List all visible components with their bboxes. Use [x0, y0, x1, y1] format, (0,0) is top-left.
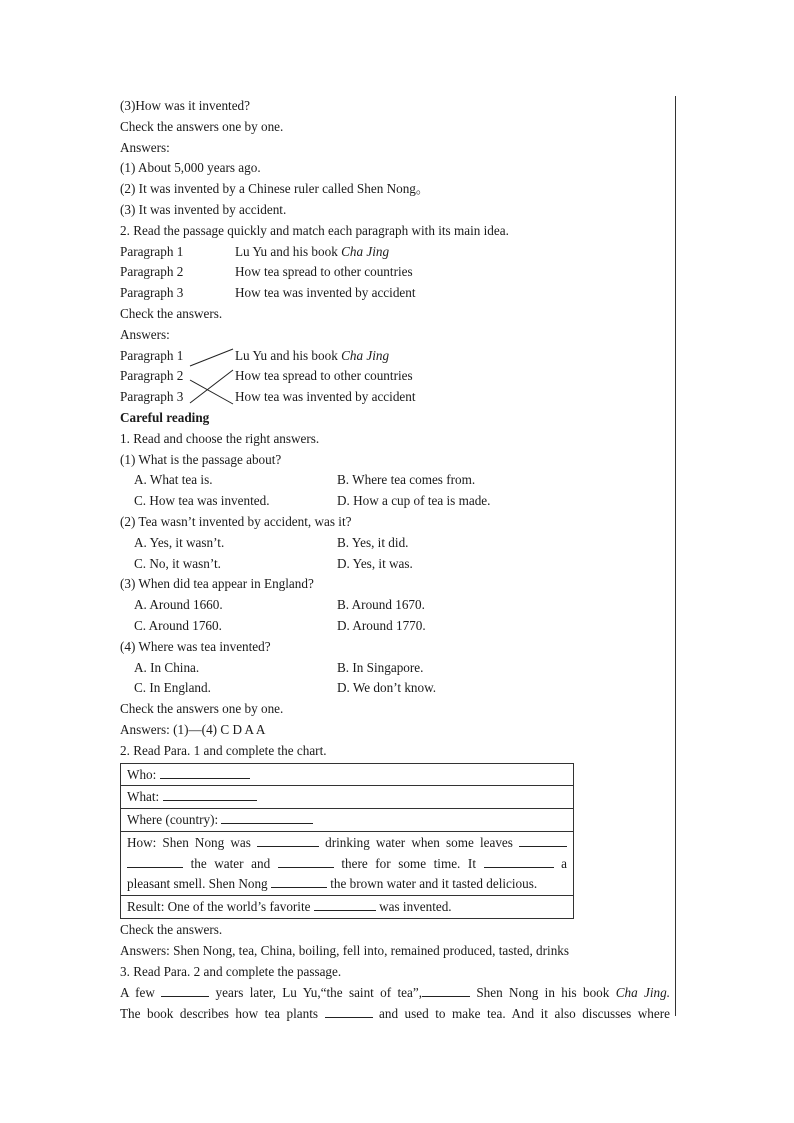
option: C. No, it wasn’t. [134, 555, 221, 571]
match-line-2 [190, 380, 233, 404]
blank-field[interactable] [160, 764, 250, 779]
option: A. What tea is. [134, 472, 213, 488]
option: A. Around 1660. [134, 597, 223, 613]
para2-instruction: 3. Read Para. 2 and complete the passage. [120, 963, 342, 979]
option-row [120, 470, 670, 491]
option: B. Yes, it did. [337, 534, 409, 550]
option: A. In China. [134, 659, 200, 675]
option: B. In Singapore. [337, 659, 424, 675]
option-row [120, 616, 670, 637]
choice-answers: Answers: (1)—(4) C D A A [120, 721, 266, 737]
match-line-3 [190, 370, 233, 403]
main-idea: Lu Yu and his book Cha Jing [235, 347, 390, 363]
blank-field[interactable] [163, 786, 257, 801]
check-one-by-one: Check the answers one by one. [120, 701, 284, 717]
paragraph-label: Paragraph 2 [120, 368, 184, 384]
option-row [120, 678, 670, 699]
check-instruction: Check the answers one by one. [120, 118, 284, 134]
main-idea: How tea was invented by accident [235, 389, 416, 405]
option-row [120, 595, 670, 616]
option-row [120, 491, 670, 512]
answer-1: (1) About 5,000 years ago. [120, 160, 261, 176]
chart-answers: Answers: Shen Nong, tea, China, boiling, fell into, remained produced, tasted, drinks [120, 942, 570, 958]
paragraph-label: Paragraph 2 [120, 264, 184, 280]
blank-field[interactable] [271, 873, 327, 888]
blank-field[interactable] [325, 1003, 373, 1018]
match-line-1 [190, 349, 233, 366]
chart-instruction: 2. Read Para. 1 and complete the chart. [120, 742, 327, 758]
page-right-border [675, 96, 676, 1016]
chart-how: How: Shen Nong was drinking water when some leaves the water and there for some time. It a pleasant smell. Shen Nong the brown water and it tasted delicious. [121, 831, 574, 895]
passage-line-2: The book describes how tea plants and used to make tea. And it also discusses where [120, 1003, 670, 1024]
option: B. Where tea comes from. [337, 472, 476, 488]
worksheet-content [120, 96, 670, 1024]
option: D. How a cup of tea is made. [337, 493, 491, 509]
careful-reading-heading: Careful reading [120, 409, 210, 425]
option: C. In England. [134, 680, 211, 696]
main-idea: How tea spread to other countries [235, 264, 413, 280]
blank-field[interactable] [314, 896, 376, 911]
main-idea: How tea spread to other countries [235, 368, 413, 384]
answers-label: Answers: [120, 139, 170, 155]
answers-label-2: Answers: [120, 326, 170, 342]
question: (1) What is the passage about? [120, 451, 282, 467]
blank-field[interactable] [161, 982, 209, 997]
blank-field[interactable] [422, 982, 470, 997]
check-answers-chart: Check the answers. [120, 922, 223, 938]
option-row [120, 533, 670, 554]
chart-what: What: [121, 786, 574, 809]
main-idea: How tea was invented by accident [235, 285, 416, 301]
paragraph-row [120, 262, 670, 283]
question: (3) When did tea appear in England? [120, 576, 314, 592]
blank-field[interactable] [221, 809, 313, 824]
matching-answer [120, 346, 670, 408]
option: C. How tea was invented. [134, 493, 270, 509]
option: C. Around 1760. [134, 617, 222, 633]
paragraph-row [120, 242, 670, 263]
matching-lines [120, 346, 240, 409]
careful-instruction: 1. Read and choose the right answers. [120, 430, 320, 446]
option-row [120, 658, 670, 679]
option: D. We don’t know. [337, 680, 437, 696]
chart-who: Who: [121, 763, 574, 786]
blank-field[interactable] [484, 853, 554, 868]
question: (4) Where was tea invented? [120, 638, 271, 654]
paragraph-label: Paragraph 3 [120, 389, 184, 405]
paragraph-label: Paragraph 3 [120, 285, 184, 301]
paragraph-label: Paragraph 1 [120, 347, 184, 363]
option: B. Around 1670. [337, 597, 425, 613]
answer-2: (2) It was invented by a Chinese ruler called Shen Nong。 [120, 181, 430, 197]
question: (2) Tea wasn’t invented by accident, was it? [120, 513, 352, 529]
passage-line-1: A few years later, Lu Yu,“the saint of tea”, Shen Nong in his book Cha Jing. [120, 982, 670, 1003]
option: D. Around 1770. [337, 617, 426, 633]
fill-in-chart [120, 763, 574, 920]
option-row [120, 554, 670, 575]
answer-3: (3) It was invented by accident. [120, 201, 287, 217]
chart-where: Where (country): [121, 809, 574, 832]
paragraph-row [120, 283, 670, 304]
blank-field[interactable] [257, 832, 319, 847]
question-3: (3)How was it invented? [120, 98, 251, 113]
match-instruction: 2. Read the passage quickly and match each paragraph with its main idea. [120, 222, 509, 238]
option: D. Yes, it was. [337, 555, 413, 571]
blank-field[interactable] [519, 832, 567, 847]
main-idea: Lu Yu and his book Cha Jing [235, 243, 390, 259]
paragraph-label: Paragraph 1 [120, 243, 184, 259]
blank-field[interactable] [278, 853, 334, 868]
blank-field[interactable] [127, 853, 183, 868]
chart-result: Result: One of the world’s favorite was invented. [121, 896, 574, 919]
check-answers: Check the answers. [120, 305, 223, 321]
option: A. Yes, it wasn’t. [134, 534, 225, 550]
